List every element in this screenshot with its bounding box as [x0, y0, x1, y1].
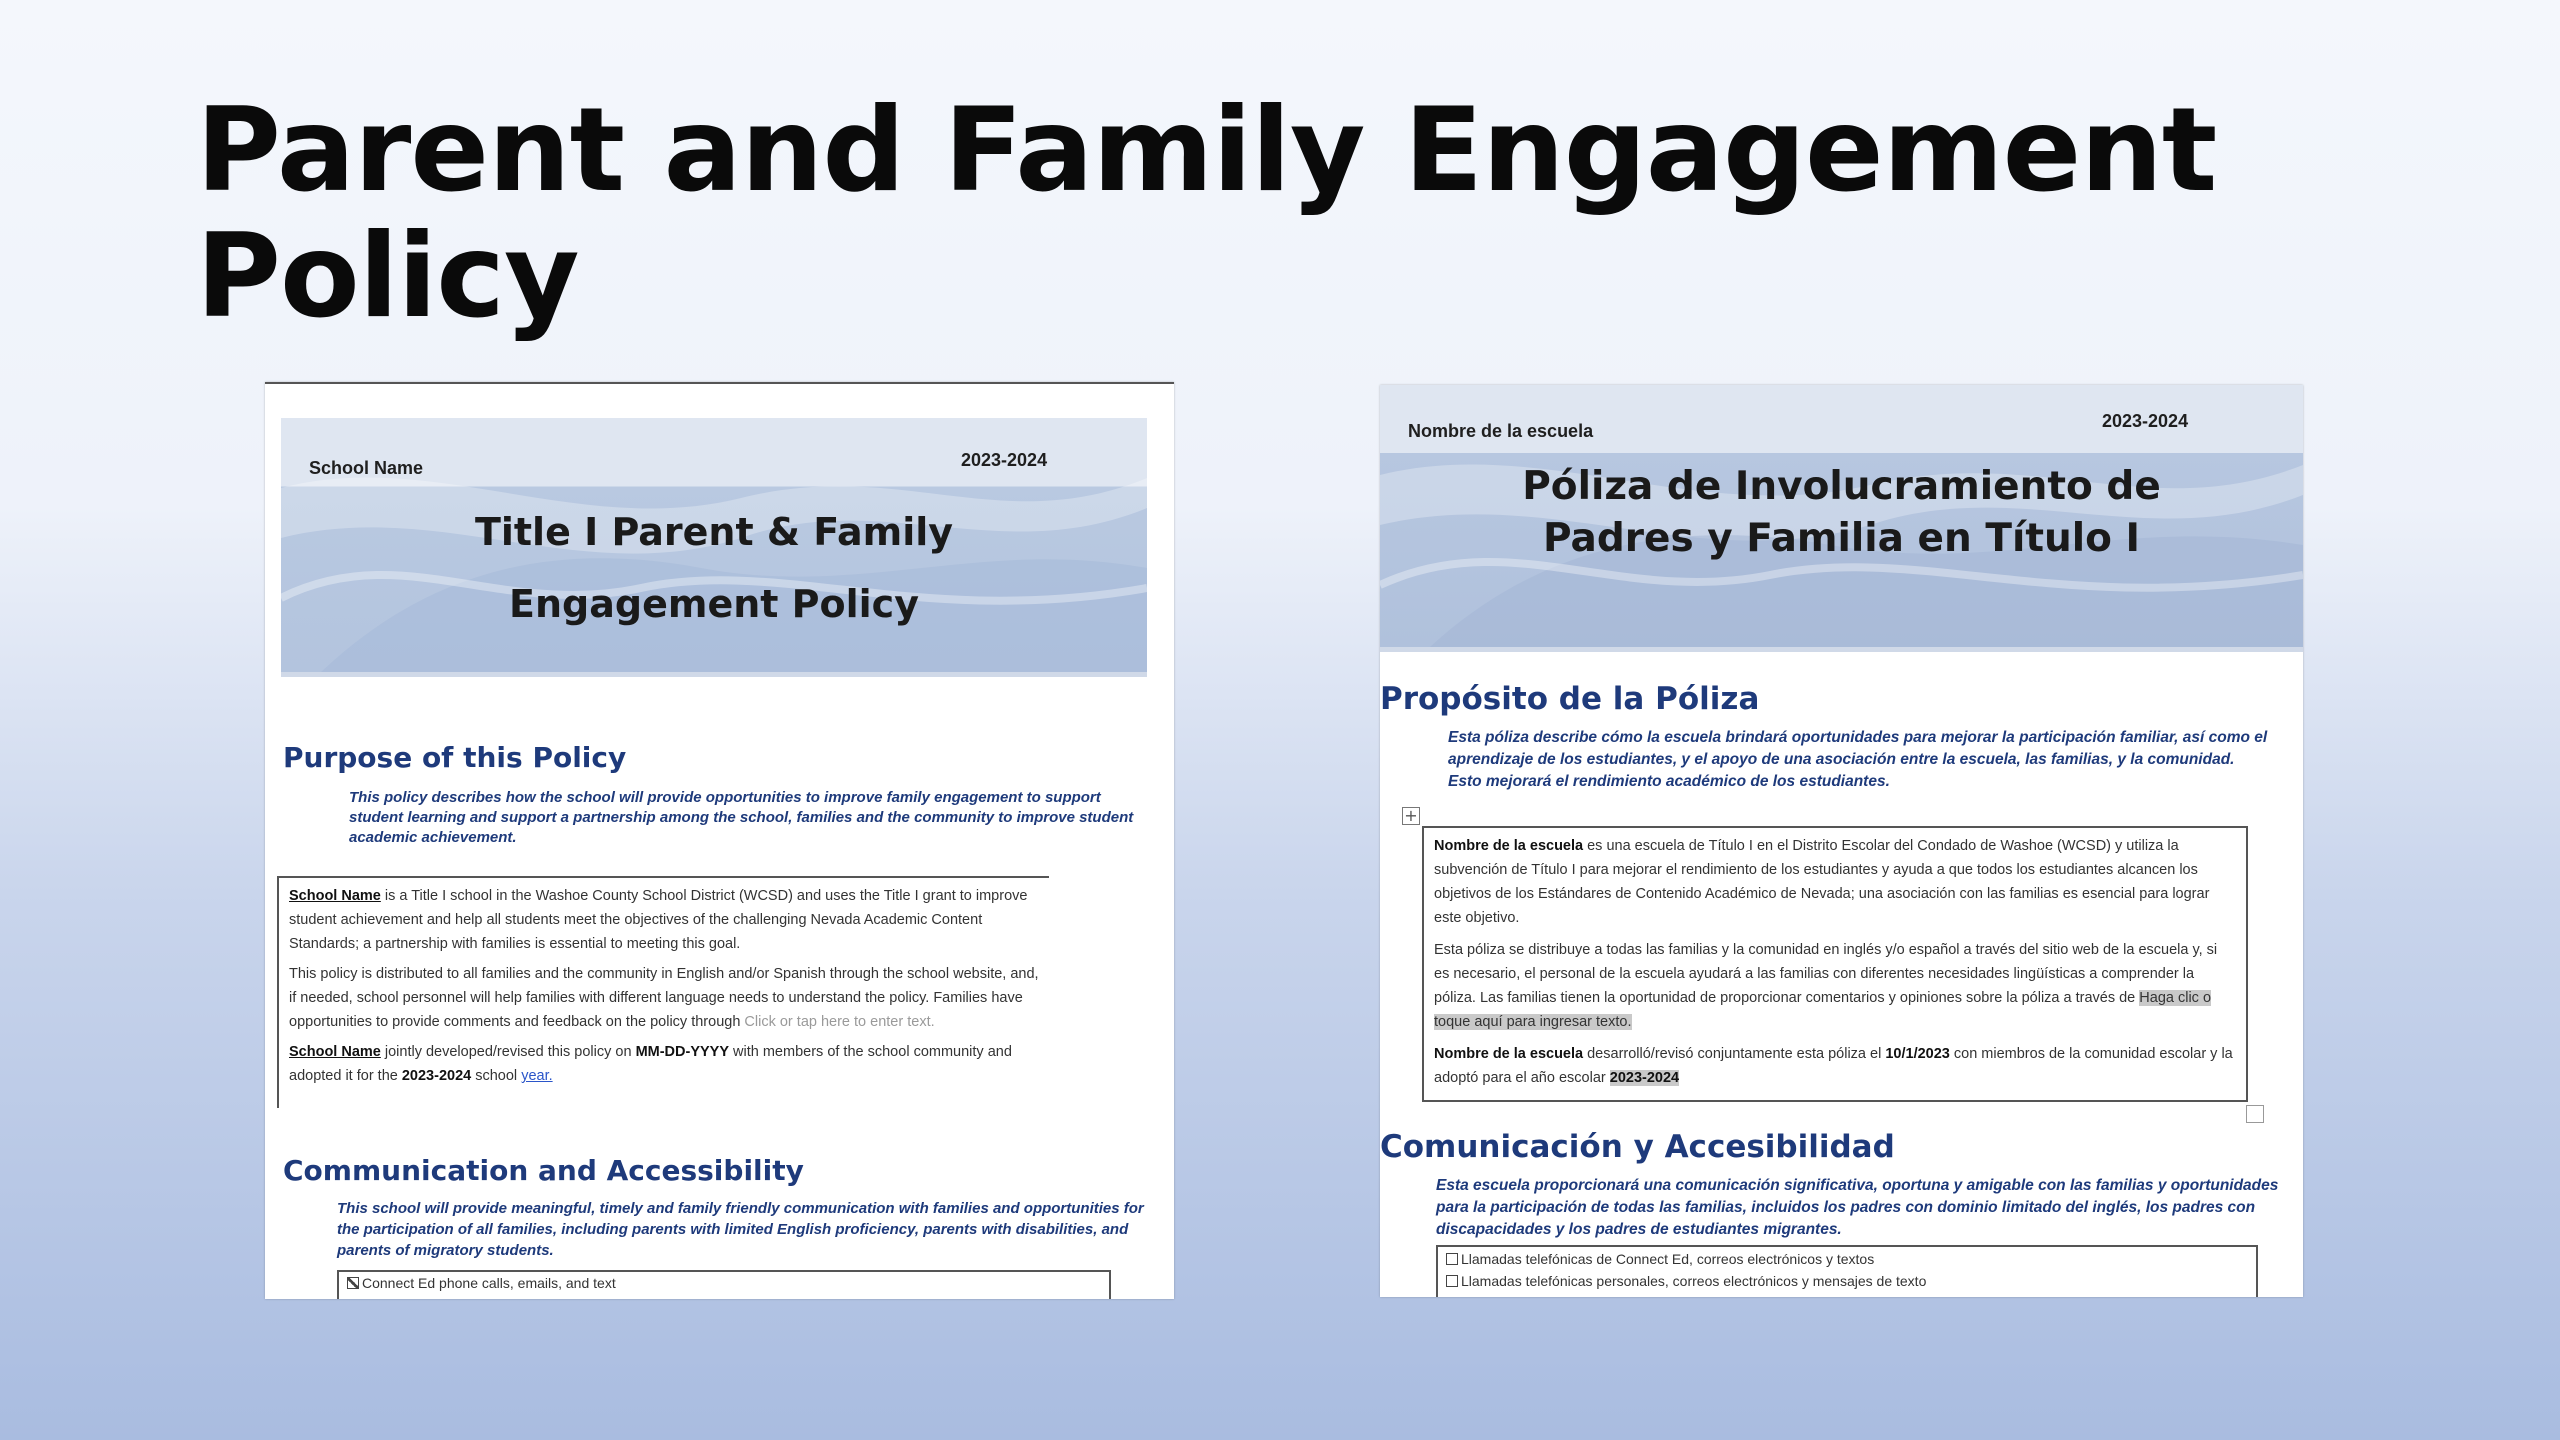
school-name-field-2[interactable]: School Name — [289, 1044, 381, 1060]
table-resize-handle-icon[interactable] — [2246, 1105, 2264, 1123]
school-year-label: 2023-2024 — [2102, 411, 2189, 431]
checkbox-icon[interactable] — [1446, 1253, 1458, 1265]
policy-paragraph-2: Esta póliza se distribuye a todas las familias y la comunidad en inglés y/o español a través del sitio web de la escuela y, si es necesario, el personal de la escuela ayudará a las familias con diferentes necesidades lingüísticas a comprender la póliza. Las familias tienen la oportunidad de proporcionar comentarios y opiniones sobre la póliza a través de Haga clic o toque aquí para ingresar texto. — [1434, 942, 2218, 1030]
checklist-item-1[interactable]: Llamadas telefónicas de Connect Ed, correos electrónicos y textos — [1438, 1247, 2256, 1270]
spanish-policy-document — [1380, 385, 2303, 1297]
communication-checklist — [1436, 1245, 2258, 1297]
spanish-banner — [1380, 385, 2303, 652]
school-name-label: School Name — [309, 458, 424, 478]
school-name-field[interactable]: School Name — [289, 888, 381, 904]
feedback-text-field[interactable]: Haga clic o toque aquí para ingresar texto. — [1434, 990, 2212, 1030]
document-title-line1: Title I Parent & Family — [474, 510, 954, 554]
communication-checklist — [337, 1270, 1111, 1299]
document-title — [281, 496, 1147, 640]
document-title-line2: Engagement Policy — [509, 582, 919, 626]
policy-paragraph-2: This policy is distributed to all families and the community in English and/or Spanish through the school website, and, if needed, school personnel will help families with different language needs to understand the policy. Families have opportunities to provide comments and feedback on the policy through Click or tap here to enter text. — [289, 966, 1039, 1030]
spanish-policy-content-box — [1422, 826, 2248, 1102]
communication-description: Esta escuela proporcionará una comunicación significativa, oportuna y amigable con las familias y oportunidades para la participación de todas las familias, incluidos los padres con dominio limitado del inglés, los padres con discapacidades y los padres de estudiantes migrantes. — [1436, 1177, 2279, 1238]
communication-heading: Communication and Accessibility — [283, 1154, 804, 1187]
slide-title — [196, 83, 2396, 344]
purpose-heading: Propósito de la Póliza — [1380, 681, 1760, 717]
document-title-line1: Póliza de Involucramiento de — [1522, 464, 2161, 509]
document-title-line2: Padres y Familia en Título I — [1543, 516, 2140, 561]
policy-paragraph-1: School Name is a Title I school in the Washoe County School District (WCSD) and uses the Title I grant to improve student achievement and help all students meet the objectives of the challenging Nevada Academic Content Standards; a partnership with families is essential to meeting this goal. — [289, 888, 1028, 952]
policy-paragraph-3: School Name jointly developed/revised this policy on MM-DD-YYYY with members of the school community and adopted it for the 2023-2024 school year. — [289, 1044, 1012, 1084]
year-field[interactable]: 2023-2024 — [401, 1068, 472, 1084]
communication-heading: Comunicación y Accesibilidad — [1380, 1129, 1895, 1165]
slide-title-line2: Policy — [196, 209, 579, 344]
purpose-description: Esta póliza describe cómo la escuela brindará oportunidades para mejorar la participación familiar, así como el aprendizaje de los estudiantes, y el apoyo de una asociación entre la escuela, las familias, y la comunidad. Esto mejorará el rendimiento académico de los estudiantes. — [1448, 729, 2268, 790]
checklist-item-1[interactable]: Connect Ed phone calls, emails, and text — [339, 1272, 1109, 1294]
year-field[interactable]: 2023-2024 — [1609, 1070, 1680, 1086]
table-move-handle-icon[interactable]: + — [1402, 807, 1420, 825]
slide-title-line1: Parent and Family Engagement — [196, 83, 2217, 218]
communication-description: This school will provide meaningful, timely and family friendly communication with families and opportunities for the participation of all families, including parents with limited English proficiency, parents with disabilities, and parents of migratory students. — [337, 1200, 1144, 1259]
purpose-heading: Purpose of this Policy — [283, 741, 627, 774]
purpose-description: This policy describes how the school will provide opportunities to improve family engagement to support student learning and support a partnership among the school, families and the community to improve student academic achievement. — [349, 789, 1134, 846]
school-name-field-2[interactable]: Nombre de la escuela — [1434, 1046, 1584, 1062]
policy-paragraph-3: Nombre de la escuela desarrolló/revisó conjuntamente esta póliza el 10/1/2023 con miembros de la comunidad escolar y la adoptó para el año escolar 2023-2024 — [1434, 1046, 2233, 1086]
checklist-item-2[interactable]: Llamadas telefónicas personales, correos electrónicos y mensajes de texto — [1438, 1270, 2256, 1292]
checked-box-icon[interactable] — [347, 1277, 359, 1289]
checkbox-icon[interactable] — [1446, 1275, 1458, 1287]
document-title — [1380, 461, 2303, 565]
feedback-text-field[interactable]: Click or tap here to enter text. — [744, 1014, 935, 1030]
school-name-label: Nombre de la escuela — [1408, 421, 1594, 441]
english-policy-document — [265, 382, 1174, 1299]
school-year-label: 2023-2024 — [961, 450, 1048, 470]
year-link[interactable]: year. — [521, 1068, 553, 1084]
school-name-field[interactable]: Nombre de la escuela — [1434, 838, 1584, 854]
english-policy-content-box — [277, 876, 1049, 1108]
date-field[interactable]: MM-DD-YYYY — [635, 1044, 730, 1060]
date-field[interactable]: 10/1/2023 — [1885, 1046, 1950, 1062]
policy-paragraph-1: Nombre de la escuela es una escuela de Título I en el Distrito Escolar del Condado de Washoe (WCSD) y utiliza la subvención de Título I para mejorar el rendimiento de los estudiantes y ayuda a que todos los estudiantes alcancen los objetivos de los Estándares de Contenido Académico de Nevada; una asociación con las familias es esencial para lograr este objetivo. — [1434, 838, 2210, 926]
english-banner — [281, 418, 1147, 677]
